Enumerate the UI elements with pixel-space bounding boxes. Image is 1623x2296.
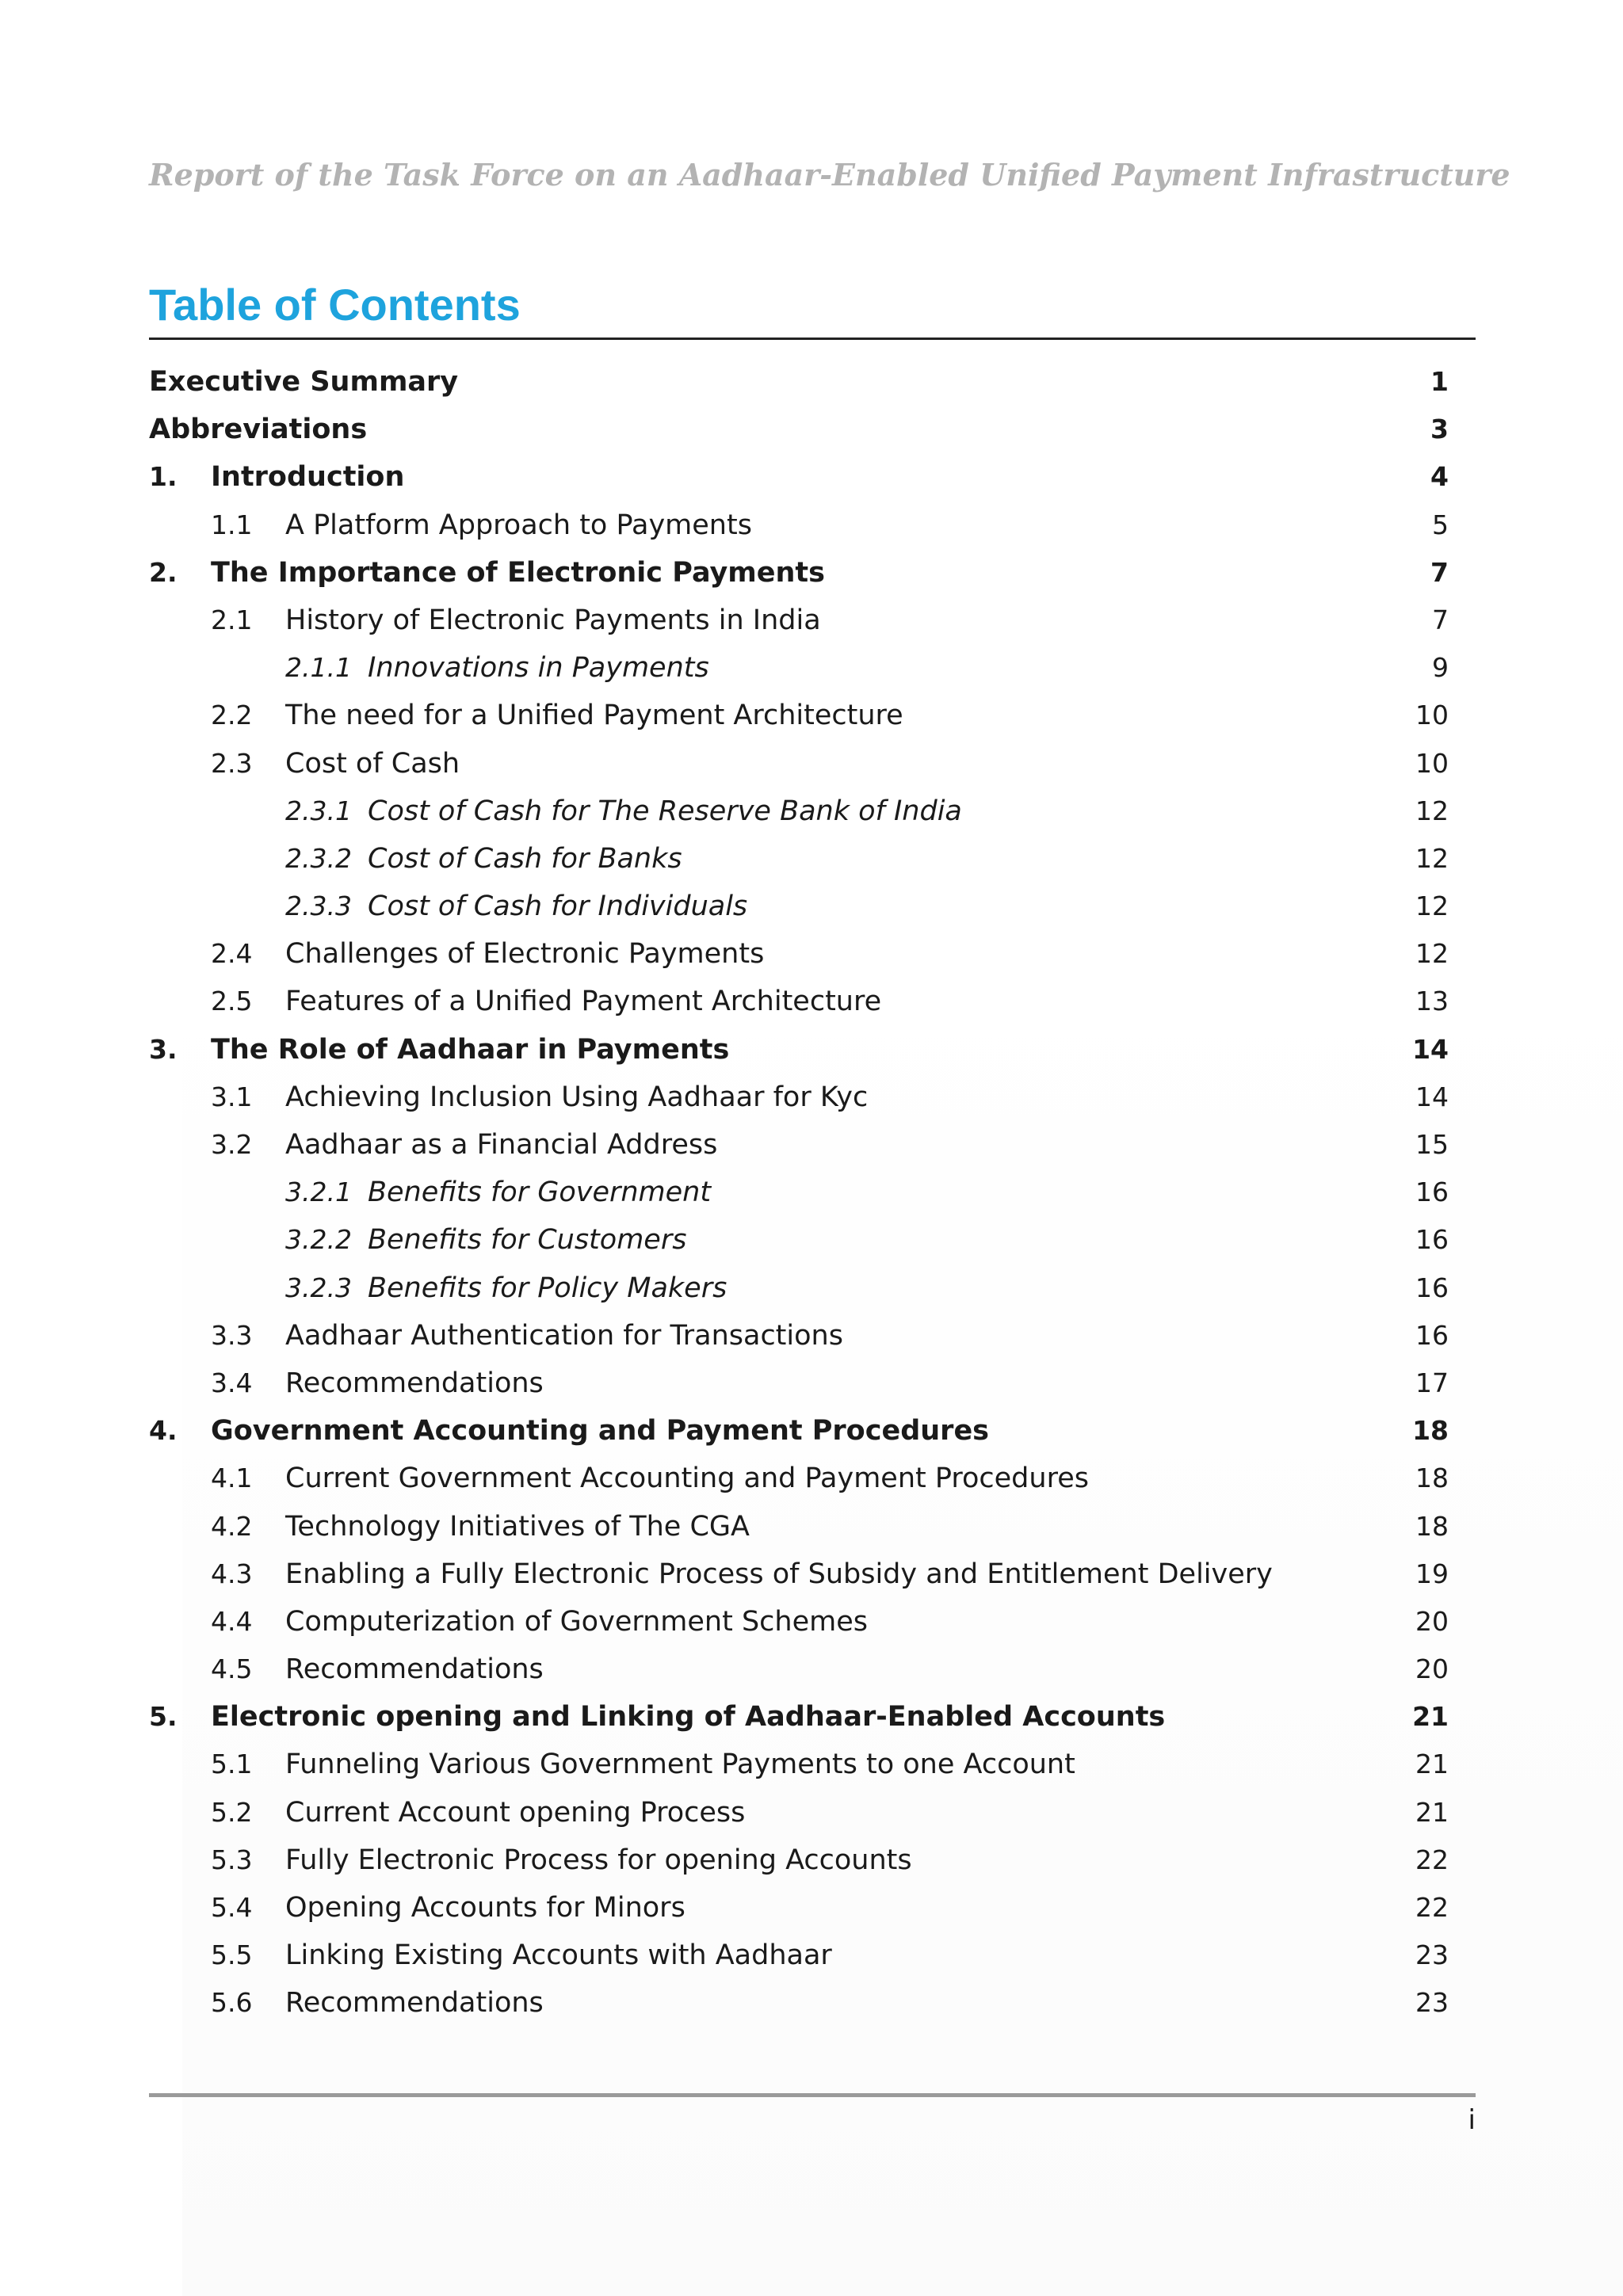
toc-entry[interactable] xyxy=(149,978,1449,1025)
toc-entry-title: Funneling Various Government Payments to one Account xyxy=(285,1749,1075,1781)
toc-entry-number: 5.2 xyxy=(211,1796,253,1828)
toc-entry-title: Introduction xyxy=(211,461,405,494)
toc-entry-number: 5.5 xyxy=(211,1939,253,1971)
toc-entry[interactable] xyxy=(149,1979,1449,2027)
page-title: Table of Contents xyxy=(149,280,521,330)
toc-entry[interactable] xyxy=(149,1741,1449,1788)
toc-entry-page: 21 xyxy=(1415,1796,1449,1828)
toc-entry-number: 4.5 xyxy=(211,1653,253,1685)
toc-entry[interactable] xyxy=(149,453,1449,501)
toc-entry-page: 10 xyxy=(1415,700,1449,731)
toc-entry-page: 16 xyxy=(1415,1319,1449,1351)
toc-entry-title: Computerization of Government Schemes xyxy=(285,1605,868,1638)
toc-entry-page: 12 xyxy=(1415,891,1449,922)
toc-entry-title: The Importance of Electronic Payments xyxy=(211,556,825,589)
toc-entry-number: 2.3 xyxy=(211,747,253,779)
toc-entry-number: 4.1 xyxy=(211,1463,253,1494)
toc-entry-title: Recommendations xyxy=(285,1987,544,2019)
toc-entry[interactable] xyxy=(149,740,1449,788)
toc-entry-title: Aadhaar Authentication for Transactions xyxy=(285,1319,843,1352)
toc-entry-page: 12 xyxy=(1415,938,1449,970)
toc-entry-title: Challenges of Electronic Payments xyxy=(285,938,765,971)
toc-entry-title: Current Government Accounting and Payment Procedures xyxy=(285,1463,1089,1495)
toc-entry-title: Opening Accounts for Minors xyxy=(285,1892,685,1924)
toc-entry-number: 2. xyxy=(149,556,178,588)
toc-entry-number: 4. xyxy=(149,1415,178,1447)
toc-entry-page: 4 xyxy=(1430,461,1449,493)
toc-entry-title: Government Accounting and Payment Procedures xyxy=(211,1415,990,1447)
page-number: i xyxy=(1468,2104,1476,2136)
toc-entry[interactable] xyxy=(149,502,1449,549)
toc-entry-title: Aadhaar as a Financial Address xyxy=(285,1129,718,1161)
toc-entry-page: 22 xyxy=(1415,1892,1449,1923)
toc-entry[interactable] xyxy=(149,1598,1449,1646)
toc-entry-title: History of Electronic Payments in India xyxy=(285,604,821,636)
toc-entry-page: 23 xyxy=(1415,1987,1449,2019)
toc-entry-number: 1. xyxy=(149,461,178,493)
toc-entry-page: 21 xyxy=(1412,1701,1449,1733)
toc-entry-number: 3.3 xyxy=(211,1319,253,1351)
toc-entry-number: 5.1 xyxy=(211,1749,253,1780)
toc-entry[interactable] xyxy=(149,1789,1449,1836)
toc-entry-page: 5 xyxy=(1432,509,1449,540)
toc-entry-title: A Platform Approach to Payments xyxy=(285,509,752,541)
toc-entry-title: Abbreviations xyxy=(149,414,368,446)
toc-entry-page: 16 xyxy=(1415,1177,1449,1208)
toc-entry-title: Cost of Cash xyxy=(285,747,460,780)
toc-entry-title: Executive Summary xyxy=(149,366,459,398)
toc-entry-page: 14 xyxy=(1415,1081,1449,1112)
toc-entry-number: 3.2.1 xyxy=(285,1177,352,1208)
toc-entry[interactable] xyxy=(149,1646,1449,1693)
toc-entry[interactable] xyxy=(149,1264,1449,1312)
toc-entry-title: Technology Initiatives of The CGA xyxy=(285,1510,750,1543)
toc-entry-title: Cost of Cash for Banks xyxy=(368,842,682,875)
toc-entry[interactable] xyxy=(149,1884,1449,1932)
toc-entry[interactable] xyxy=(149,883,1449,930)
toc-entry-number: 2.3.2 xyxy=(285,842,352,874)
toc-entry-title: Current Account opening Process xyxy=(285,1796,746,1829)
toc-entry[interactable] xyxy=(149,930,1449,978)
toc-entry[interactable] xyxy=(149,1693,1449,1741)
toc-entry[interactable] xyxy=(149,406,1449,453)
toc-entry-title: Linking Existing Accounts with Aadhaar xyxy=(285,1939,832,1972)
toc-entry-title: Achieving Inclusion Using Aadhaar for Kyc xyxy=(285,1081,869,1113)
toc-entry[interactable] xyxy=(149,1312,1449,1360)
toc-entry-page: 14 xyxy=(1412,1033,1449,1065)
toc-entry-page: 18 xyxy=(1412,1415,1449,1447)
toc-entry[interactable] xyxy=(149,1026,1449,1074)
toc-entry-number: 3.4 xyxy=(211,1367,253,1398)
toc-entry-number: 3.2 xyxy=(211,1129,253,1160)
toc-entry[interactable] xyxy=(149,358,1449,406)
toc-entry-number: 5. xyxy=(149,1701,178,1733)
toc-entry[interactable] xyxy=(149,1550,1449,1598)
toc-entry-page: 13 xyxy=(1415,986,1449,1017)
toc-entry-page: 12 xyxy=(1415,795,1449,826)
toc-entry-page: 22 xyxy=(1415,1844,1449,1875)
title-divider xyxy=(149,338,1476,340)
toc-entry-number: 5.6 xyxy=(211,1987,253,2019)
toc-entry-number: 2.3.3 xyxy=(285,891,352,922)
toc-entry-title: Benefits for Policy Makers xyxy=(368,1272,727,1304)
toc-entry-title: Innovations in Payments xyxy=(368,652,709,685)
toc-entry-title: Recommendations xyxy=(285,1653,544,1686)
toc-entry-number: 4.2 xyxy=(211,1510,253,1542)
toc-entry[interactable] xyxy=(149,549,1449,597)
toc-entry-number: 2.4 xyxy=(211,938,253,970)
toc-entry[interactable] xyxy=(149,692,1449,739)
toc-entry-page: 7 xyxy=(1430,556,1449,588)
toc-entry-number: 2.2 xyxy=(211,700,253,731)
toc-entry-page: 3 xyxy=(1430,414,1449,445)
toc-entry-title: Recommendations xyxy=(285,1367,544,1399)
toc-entry[interactable] xyxy=(149,1074,1449,1121)
toc-entry-number: 3.2.3 xyxy=(285,1272,352,1303)
footer-divider xyxy=(149,2093,1476,2097)
toc-entry-title: Fully Electronic Process for opening Accounts xyxy=(285,1844,912,1876)
toc-entry[interactable] xyxy=(149,835,1449,883)
toc-entry-number: 3. xyxy=(149,1033,178,1065)
toc-entry-number: 2.5 xyxy=(211,986,253,1017)
toc-entry-number: 2.1 xyxy=(211,604,253,635)
toc-list xyxy=(149,358,1449,2027)
toc-entry-page: 16 xyxy=(1415,1272,1449,1303)
toc-entry-number: 3.2.2 xyxy=(285,1224,352,1256)
toc-entry-number: 2.1.1 xyxy=(285,652,352,684)
toc-entry-page: 12 xyxy=(1415,842,1449,874)
toc-entry-title: Electronic opening and Linking of Aadhaar-Enabled Accounts xyxy=(211,1701,1166,1733)
toc-entry[interactable] xyxy=(149,1216,1449,1264)
toc-entry[interactable] xyxy=(149,597,1449,644)
toc-entry[interactable] xyxy=(149,1932,1449,1979)
toc-entry-title: Enabling a Fully Electronic Process of Subsidy and Entitlement Delivery xyxy=(285,1558,1273,1590)
toc-entry[interactable] xyxy=(149,1503,1449,1550)
toc-entry-page: 20 xyxy=(1415,1605,1449,1637)
running-header: Report of the Task Force on an Aadhaar-Enabled Unified Payment Infrastructure xyxy=(149,157,1510,193)
toc-entry[interactable] xyxy=(149,1836,1449,1884)
toc-entry-title: Cost of Cash for The Reserve Bank of India xyxy=(368,795,962,827)
toc-entry-page: 1 xyxy=(1430,366,1449,397)
toc-entry-title: Features of a Unified Payment Architecture xyxy=(285,986,882,1018)
toc-entry-page: 10 xyxy=(1415,747,1449,779)
toc-entry[interactable] xyxy=(149,644,1449,692)
toc-entry-title: Cost of Cash for Individuals xyxy=(368,891,748,923)
toc-entry-page: 15 xyxy=(1415,1129,1449,1160)
toc-entry-number: 5.3 xyxy=(211,1844,253,1875)
toc-entry[interactable] xyxy=(149,788,1449,835)
toc-entry[interactable] xyxy=(149,1169,1449,1216)
toc-entry[interactable] xyxy=(149,1455,1449,1502)
toc-entry[interactable] xyxy=(149,1407,1449,1455)
toc-entry[interactable] xyxy=(149,1360,1449,1407)
toc-entry-number: 2.3.1 xyxy=(285,795,352,826)
toc-entry-number: 4.3 xyxy=(211,1558,253,1589)
toc-entry-number: 1.1 xyxy=(211,509,253,540)
toc-entry-number: 4.4 xyxy=(211,1605,253,1637)
toc-entry-page: 7 xyxy=(1432,604,1449,635)
toc-entry-page: 23 xyxy=(1415,1939,1449,1971)
toc-entry-page: 20 xyxy=(1415,1653,1449,1685)
toc-entry-number: 3.1 xyxy=(211,1081,253,1112)
toc-entry-page: 17 xyxy=(1415,1367,1449,1398)
toc-entry-page: 19 xyxy=(1415,1558,1449,1589)
toc-entry-title: Benefits for Customers xyxy=(368,1224,687,1257)
toc-entry-page: 16 xyxy=(1415,1224,1449,1256)
toc-entry-page: 9 xyxy=(1432,652,1449,684)
toc-entry-page: 18 xyxy=(1415,1510,1449,1542)
toc-entry-page: 18 xyxy=(1415,1463,1449,1494)
toc-entry-title: Benefits for Government xyxy=(368,1177,712,1209)
toc-entry-title: The need for a Unified Payment Architecture xyxy=(285,700,903,732)
toc-entry[interactable] xyxy=(149,1121,1449,1169)
toc-entry-number: 5.4 xyxy=(211,1892,253,1923)
toc-entry-page: 21 xyxy=(1415,1749,1449,1780)
toc-entry-title: The Role of Aadhaar in Payments xyxy=(211,1033,730,1066)
